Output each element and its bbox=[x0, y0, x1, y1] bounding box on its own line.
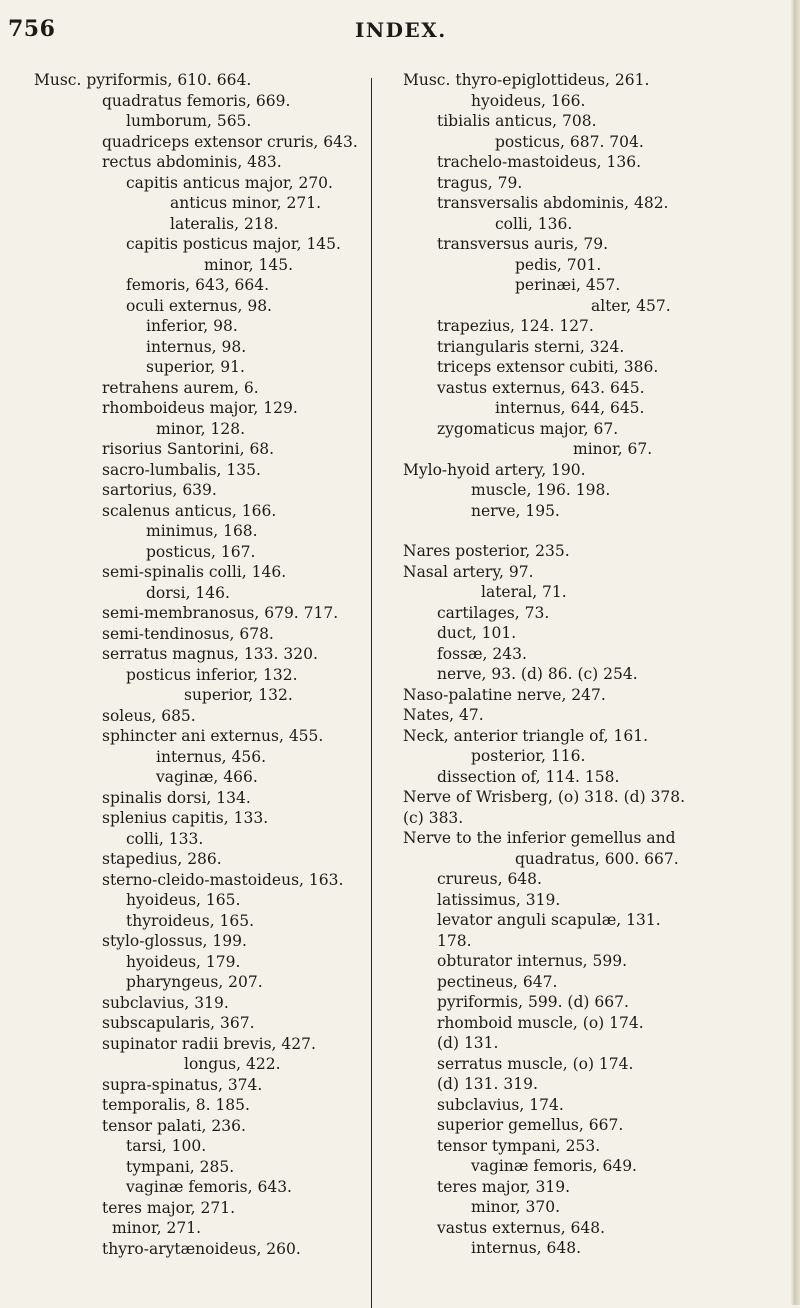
index-entry: capitis posticus major, 145. bbox=[126, 235, 341, 253]
index-entry: internus, 644, 645. bbox=[495, 399, 645, 417]
index-entry: splenius capitis, 133. bbox=[102, 809, 269, 827]
index-column-left bbox=[34, 70, 364, 1259]
index-entry: superior gemellus, 667. bbox=[437, 1116, 624, 1134]
index-entry: semi-membranosus, 679. 717. bbox=[102, 604, 339, 622]
index-entry: minor, 370. bbox=[471, 1198, 561, 1216]
index-entry: anticus minor, 271. bbox=[170, 194, 321, 212]
index-entry: colli, 136. bbox=[495, 214, 573, 233]
index-entry: internus, 98. bbox=[146, 337, 247, 356]
index-entry: 178. bbox=[437, 931, 472, 950]
index-entry: quadriceps extensor cruris, 643. bbox=[102, 132, 358, 151]
index-entry: (d) 131. bbox=[437, 1034, 499, 1052]
index-entry: Nerve to the inferior gemellus and bbox=[403, 829, 676, 847]
index-entry: thyro-arytænoideus, 260. bbox=[102, 1239, 301, 1258]
index-entry: vastus externus, 643. 645. bbox=[437, 378, 645, 397]
index-entry: rhomboid muscle, (o) 174. bbox=[437, 1013, 644, 1032]
index-entry: minor, 271. bbox=[112, 1219, 202, 1237]
entry-gap bbox=[403, 521, 783, 541]
index-entry: stylo-glossus, 199. bbox=[102, 932, 247, 950]
index-entry: inferior, 98. bbox=[146, 317, 238, 335]
index-entry: soleus, 685. bbox=[102, 706, 196, 725]
index-entry: supinator radii brevis, 427. bbox=[102, 1034, 316, 1053]
index-entry: (d) 131. 319. bbox=[437, 1075, 538, 1093]
index-entry: muscle, 196. 198. bbox=[471, 481, 611, 499]
index-entry: nerve, 195. bbox=[471, 501, 560, 520]
index-entry: tragus, 79. bbox=[437, 173, 523, 192]
page-header bbox=[0, 0, 800, 48]
index-entry: levator anguli scapulæ, 131. bbox=[437, 911, 661, 929]
index-entry: sterno-cleido-mastoideus, 163. bbox=[102, 870, 344, 889]
page-number: 756 bbox=[8, 16, 56, 42]
index-entry: subclavius, 174. bbox=[437, 1095, 564, 1114]
index-entry: crureus, 648. bbox=[437, 870, 542, 888]
index-entry: dorsi, 146. bbox=[146, 583, 230, 602]
index-entry: sphincter ani externus, 455. bbox=[102, 727, 324, 745]
index-entry: pectineus, 647. bbox=[437, 972, 558, 991]
index-entry: quadratus, 600. 667. bbox=[515, 849, 679, 868]
index-entry: posticus, 167. bbox=[146, 542, 256, 561]
index-entry: Naso-palatine nerve, 247. bbox=[403, 685, 606, 704]
index-entry: retrahens aurem, 6. bbox=[102, 378, 259, 397]
column-divider bbox=[371, 78, 372, 1308]
index-entry: minimus, 168. bbox=[146, 522, 258, 540]
index-entry: vaginæ femoris, 643. bbox=[126, 1178, 292, 1196]
index-entry: alter, 457. bbox=[591, 296, 671, 315]
index-entry: latissimus, 319. bbox=[437, 890, 561, 909]
page-edge bbox=[791, 0, 800, 1305]
index-entry: risorius Santorini, 68. bbox=[102, 440, 275, 458]
index-entry: fossæ, 243. bbox=[437, 644, 527, 663]
index-entry: rhomboideus major, 129. bbox=[102, 399, 298, 417]
index-entry: posterior, 116. bbox=[471, 747, 586, 765]
index-entry: semi-spinalis colli, 146. bbox=[102, 563, 287, 581]
index-entry: pyriformis, 599. (d) 667. bbox=[437, 993, 629, 1011]
index-entry: sacro-lumbalis, 135. bbox=[102, 460, 261, 479]
index-entry: spinalis dorsi, 134. bbox=[102, 788, 251, 807]
index-entry: pharyngeus, 207. bbox=[126, 973, 263, 991]
index-entry: Neck, anterior triangle of, 161. bbox=[403, 726, 649, 745]
index-entry: longus, 422. bbox=[184, 1055, 281, 1073]
index-entry: triceps extensor cubiti, 386. bbox=[437, 358, 659, 376]
index-entry: serratus muscle, (o) 174. bbox=[437, 1054, 634, 1073]
index-entry: tympani, 285. bbox=[126, 1157, 235, 1176]
index-entry: lateralis, 218. bbox=[170, 214, 279, 233]
index-entry: Musc. pyriformis, 610. 664. bbox=[34, 71, 252, 89]
index-entry: tensor palati, 236. bbox=[102, 1116, 246, 1135]
index-entry: tibialis anticus, 708. bbox=[437, 112, 597, 130]
index-entry: scalenus anticus, 166. bbox=[102, 501, 277, 520]
index-entry: triangularis sterni, 324. bbox=[437, 337, 625, 356]
index-entry: subclavius, 319. bbox=[102, 993, 229, 1012]
index-column-right bbox=[403, 70, 783, 1259]
index-entry: stapedius, 286. bbox=[102, 850, 222, 868]
index-entry: duct, 101. bbox=[437, 624, 517, 642]
index-entry: internus, 456. bbox=[156, 747, 267, 766]
index-entry: vastus externus, 648. bbox=[437, 1218, 606, 1237]
index-entry: trachelo-mastoideus, 136. bbox=[437, 153, 642, 171]
index-entry: femoris, 643, 664. bbox=[126, 276, 270, 294]
index-entry: tensor tympani, 253. bbox=[437, 1136, 601, 1155]
index-entry: Nares posterior, 235. bbox=[403, 542, 570, 560]
index-entry: perinæi, 457. bbox=[515, 276, 621, 294]
index-entry: lateral, 71. bbox=[481, 583, 567, 601]
index-entry: capitis anticus major, 270. bbox=[126, 173, 333, 192]
index-entry: Nates, 47. bbox=[403, 706, 484, 724]
index-entry: superior, 132. bbox=[184, 686, 293, 704]
index-entry: subscapularis, 367. bbox=[102, 1014, 255, 1032]
index-entry: rectus abdominis, 483. bbox=[102, 153, 282, 171]
index-entry: zygomaticus major, 67. bbox=[437, 419, 619, 438]
index-entry: tarsi, 100. bbox=[126, 1137, 207, 1155]
index-entry: posticus, 687. 704. bbox=[495, 132, 644, 151]
index-entry: superior, 91. bbox=[146, 358, 245, 376]
index-entry: internus, 648. bbox=[471, 1239, 582, 1257]
index-entry: Musc. thyro-epiglottideus, 261. bbox=[403, 71, 650, 89]
index-entry: vaginæ femoris, 649. bbox=[471, 1157, 637, 1175]
index-entry: trapezius, 124. 127. bbox=[437, 317, 594, 335]
index-entry: minor, 128. bbox=[156, 419, 246, 438]
index-entry: transversus auris, 79. bbox=[437, 235, 609, 253]
index-entry: hyoideus, 165. bbox=[126, 891, 241, 909]
index-entry: Mylo-hyoid artery, 190. bbox=[403, 460, 586, 479]
index-entry: thyroideus, 165. bbox=[126, 911, 255, 930]
index-entry: nerve, 93. (d) 86. (c) 254. bbox=[437, 665, 638, 683]
index-entry: oculi externus, 98. bbox=[126, 296, 272, 315]
index-entry: cartilages, 73. bbox=[437, 603, 550, 622]
index-entry: teres major, 271. bbox=[102, 1198, 236, 1217]
index-entry: dissection of, 114. 158. bbox=[437, 767, 620, 786]
index-entry: sartorius, 639. bbox=[102, 481, 217, 499]
index-entry: Nasal artery, 97. bbox=[403, 562, 534, 581]
index-entry: (c) 383. bbox=[403, 808, 464, 827]
index-entry: transversalis abdominis, 482. bbox=[437, 194, 669, 212]
index-entry: teres major, 319. bbox=[437, 1177, 571, 1196]
index-entry: temporalis, 8. 185. bbox=[102, 1096, 250, 1114]
index-entry: minor, 145. bbox=[204, 255, 294, 274]
index-entry: colli, 133. bbox=[126, 829, 204, 848]
index-entry: semi-tendinosus, 678. bbox=[102, 624, 274, 643]
index-entry: serratus magnus, 133. 320. bbox=[102, 645, 318, 663]
index-entry: quadratus femoris, 669. bbox=[102, 91, 291, 110]
index-entry: lumborum, 565. bbox=[126, 112, 252, 130]
running-head: INDEX. bbox=[355, 18, 447, 42]
index-entry: minor, 67. bbox=[573, 440, 653, 458]
index-entry: posticus inferior, 132. bbox=[126, 665, 298, 684]
index-entry: hyoideus, 166. bbox=[471, 91, 586, 110]
index-entry: Nerve of Wrisberg, (o) 318. (d) 378. bbox=[403, 788, 686, 806]
index-entry: hyoideus, 179. bbox=[126, 952, 241, 971]
index-entry: vaginæ, 466. bbox=[156, 768, 258, 786]
index-entry: obturator internus, 599. bbox=[437, 952, 628, 970]
index-entry: pedis, 701. bbox=[515, 255, 602, 274]
index-entry: supra-spinatus, 374. bbox=[102, 1075, 263, 1094]
